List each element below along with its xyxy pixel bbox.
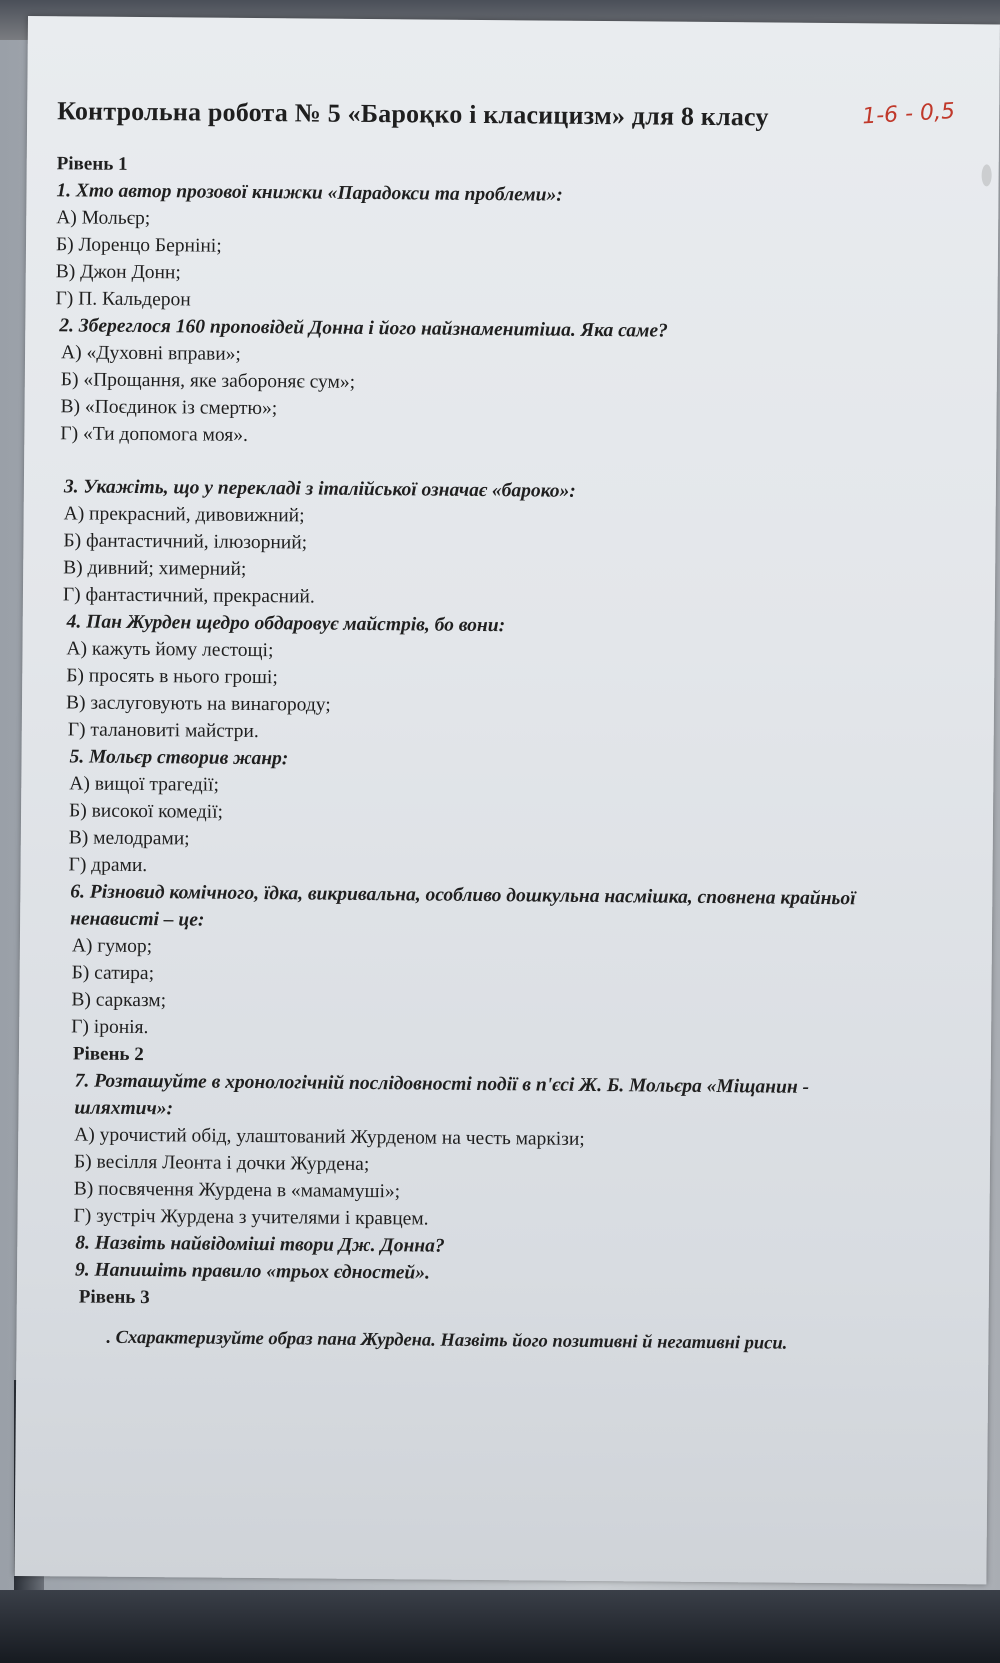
level-heading: Рівень 3 xyxy=(78,1286,150,1309)
option: А) «Духовні вправи»; xyxy=(60,342,241,365)
option: Б) фантастичний, ілюзорний; xyxy=(63,530,308,554)
paper-sheet xyxy=(14,16,1000,1584)
paper-mark xyxy=(982,164,992,186)
option: Б) високої комедії; xyxy=(68,800,224,823)
score-note: 1-6 - 0,5 xyxy=(861,98,956,130)
option: А) Мольєр; xyxy=(56,207,151,230)
option: А) урочистий обід, улаштований Журденом на честь маркізи; xyxy=(74,1124,585,1150)
option: В) мелодрами; xyxy=(68,827,190,850)
option: Б) «Прощання, яке забороняє сум»; xyxy=(60,369,356,393)
question-9: 9. Напишіть правило «трьох єдностей». xyxy=(74,1259,430,1284)
level-heading: Рівень 2 xyxy=(72,1043,144,1066)
option: Г) іронія. xyxy=(71,1016,149,1039)
background-bottom xyxy=(0,1590,1000,1663)
option: В) Джон Донн; xyxy=(55,261,181,284)
question-1: 1. Хто автор прозової книжки «Парадокси та проблеми»: xyxy=(56,180,563,206)
question-2: 2. Збереглося 160 проповідей Донна і його найзнаменитіша. Яка саме? xyxy=(59,315,668,342)
option: Б) сатира; xyxy=(71,962,155,985)
option: Б) просять в нього гроші; xyxy=(66,665,278,689)
question-5: 5. Мольєр створив жанр: xyxy=(69,746,289,770)
page-title: Контрольна робота № 5 «Бароқко і класицизм» для 8 класу xyxy=(57,96,769,132)
option: В) «Поєдинок із смертю»; xyxy=(60,396,278,420)
option: В) заслуговують на винагороду; xyxy=(65,692,331,716)
option: А) вищої трагедії; xyxy=(69,773,220,796)
option: А) кажуть йому лестощі; xyxy=(66,638,274,662)
document-content xyxy=(46,96,957,1359)
option: Г) П. Кальдерон xyxy=(55,288,191,311)
level-heading: Рівень 1 xyxy=(56,153,128,175)
option: Г) «Ти допомога моя». xyxy=(60,423,248,446)
question-10: . Схарактеризуйте образ пана Журдена. Назвіть його позитивні й негативні риси. xyxy=(106,1327,788,1354)
option: А) прекрасний, дивовижний; xyxy=(63,503,305,527)
question-3: 3. Укажіть, що у перекладі з італійської означає «бароко»: xyxy=(63,476,576,502)
option: Г) драми. xyxy=(68,854,148,877)
question-6: 6. Різновид комічного, їдка, викривальна, особливо дошкульна насмішка, сповнена крайньої ненависті – це: xyxy=(70,881,856,931)
option: Б) весілля Леонта і дочки Журдена; xyxy=(73,1151,370,1176)
option: А) гумор; xyxy=(71,935,153,958)
option: Г) зустріч Журдена з учителями і кравцем. xyxy=(73,1205,429,1230)
question-8: 8. Назвіть найвідоміші твори Дж. Донна? xyxy=(75,1232,445,1257)
option: В) посвячення Журдена в «мамамуші»; xyxy=(73,1178,401,1203)
question-7: 7. Розташуйте в хронологічній послідовності події в п'єсі Ж. Б. Мольєра «Міщанин - шляхтич»: xyxy=(74,1070,810,1120)
option: В) дивний; химерний; xyxy=(63,557,247,580)
option: Б) Лоренцо Берніні; xyxy=(55,234,222,257)
option: Г) фантастичний, прекрасний. xyxy=(62,584,315,608)
option: Г) талановиті майстри. xyxy=(67,719,259,743)
option: В) сарказм; xyxy=(71,989,167,1012)
question-4: 4. Пан Журден щедро обдаровує майстрів, бо вони: xyxy=(66,611,506,637)
